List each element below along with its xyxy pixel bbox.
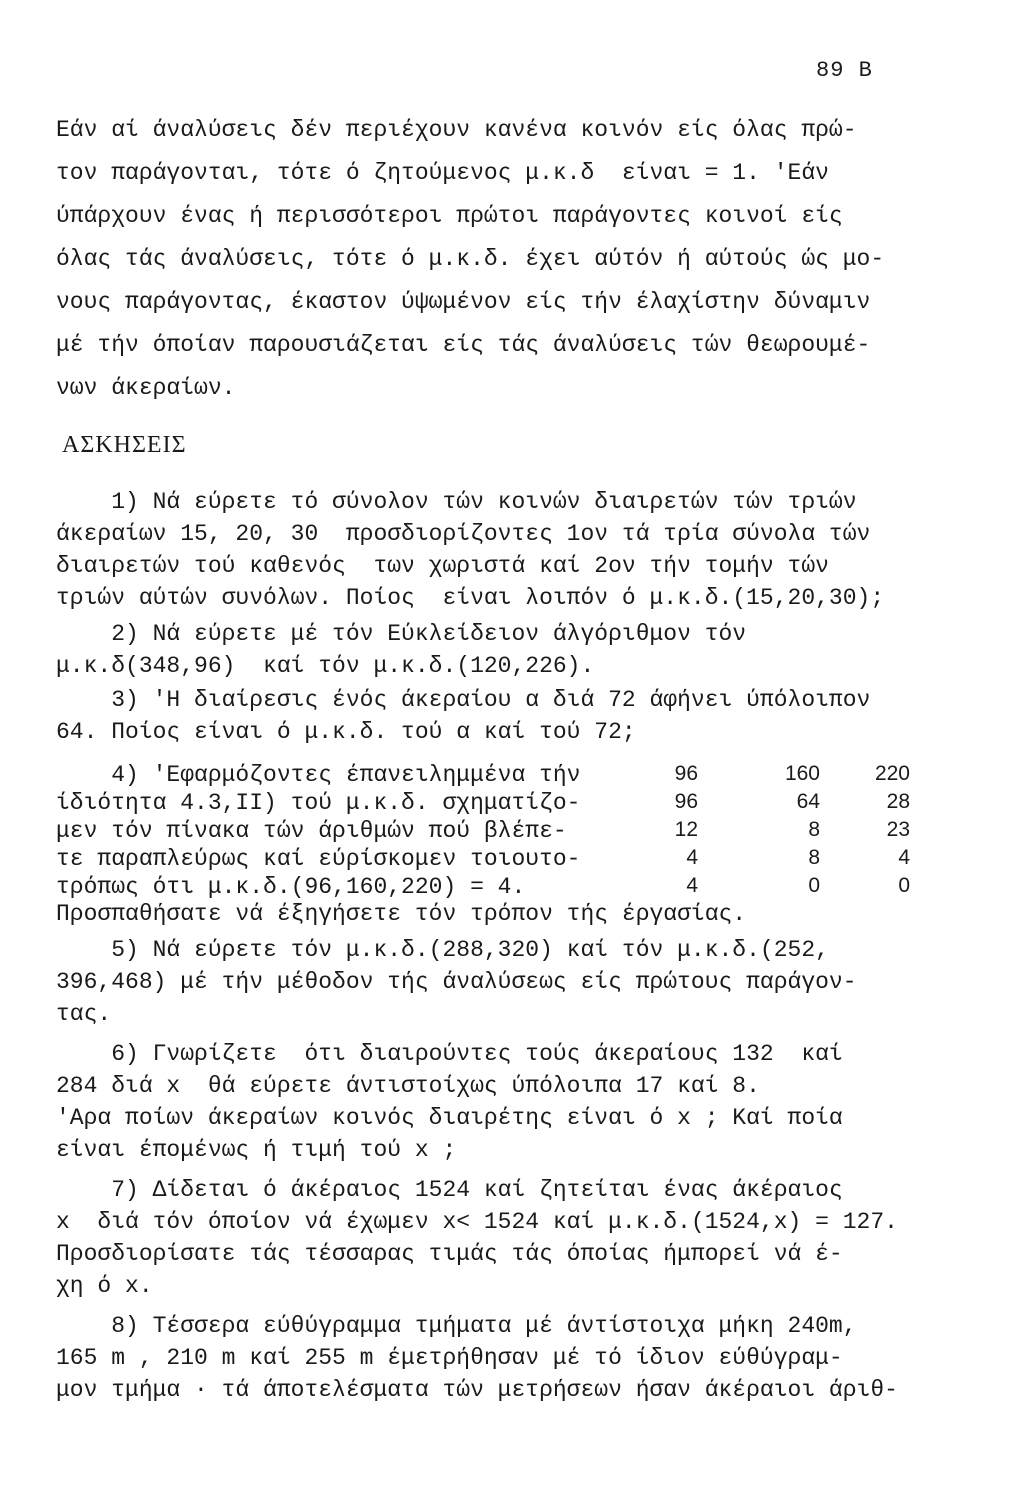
section-heading: ΑΣΚΗΣΕΙΣ bbox=[62, 432, 187, 458]
table-row bbox=[56, 818, 916, 842]
table-row bbox=[56, 846, 916, 870]
page-number: 89 B bbox=[816, 58, 873, 83]
table-cell: 4 bbox=[686, 874, 698, 897]
text-line: 6) Γνωρίζετε ότι διαιρούντες τούς άκεραίους 132 καί bbox=[56, 1041, 843, 1067]
table-cell: 220 bbox=[874, 762, 910, 785]
text-line: όλας τάς άναλύσεις, τότε ό μ.κ.δ. έχει αύτόν ή αύτούς ώς μο- bbox=[56, 246, 885, 272]
table-cell: 0 bbox=[898, 874, 910, 897]
text-line: μεν τόν πίνακα τών άριθμών πού βλέπε- bbox=[56, 818, 567, 844]
table-cell: 4 bbox=[686, 846, 698, 869]
text-line: Προσπαθήσατε νά έξηγήσετε τόν τρόπον τής έργασίας. bbox=[56, 901, 747, 927]
table-cell: 160 bbox=[784, 762, 820, 785]
text-line: διαιρετών τού καθενός των χωριστά καί 2ον τήν τομήν τών bbox=[56, 553, 829, 579]
exercise-6 bbox=[56, 1042, 916, 1170]
text-line: μέ τήν όποίαν παρουσιάζεται είς τάς άναλύσεις τών θεωρουμέ- bbox=[56, 332, 871, 358]
table-cell: 8 bbox=[808, 818, 820, 841]
text-line: χη ό x. bbox=[56, 1273, 153, 1299]
exercise-8 bbox=[56, 1314, 916, 1410]
exercise-4 bbox=[56, 762, 916, 926]
text-line: 5) Νά εύρετε τόν μ.κ.δ.(288,320) καί τόν μ.κ.δ.(252, bbox=[56, 937, 829, 963]
text-line: τας. bbox=[56, 1001, 112, 1027]
text-line: Προσδιορίσατε τάς τέσσαρας τιμάς τάς όποίας ήμπορεί νά έ- bbox=[56, 1241, 843, 1267]
text-line: μ.κ.δ(348,96) καί τόν μ.κ.δ.(120,226). bbox=[56, 653, 595, 679]
intro-paragraph bbox=[56, 118, 916, 419]
text-line: 2) Νά εύρετε μέ τόν Εύκλείδειον άλγόριθμον τόν bbox=[56, 621, 747, 647]
exercise-3 bbox=[56, 688, 916, 752]
text-line: Εάν αί άναλύσεις δέν περιέχουν κανένα κοινόν είς όλας πρώ- bbox=[56, 117, 857, 143]
table-cell: 96 bbox=[674, 790, 698, 813]
table-cell: 0 bbox=[808, 874, 820, 897]
text-line: 396,468) μέ τήν μέθοδον τής άναλύσεως είς πρώτους παράγον- bbox=[56, 969, 857, 995]
table-row bbox=[56, 762, 916, 786]
text-line: τε παραπλεύρως καί εύρίσκομεν τοιουτο- bbox=[56, 846, 581, 872]
exercise-1 bbox=[56, 490, 916, 618]
text-line: 3) 'Η διαίρεσις ένός άκεραίου α διά 72 άφήνει ύπόλοιπον bbox=[56, 687, 871, 713]
table-cell: 23 bbox=[886, 818, 910, 841]
exercise-7 bbox=[56, 1178, 916, 1306]
exercise-2 bbox=[56, 622, 916, 686]
text-line: 1) Νά εύρετε τό σύνολον τών κοινών διαιρετών τών τριών bbox=[56, 489, 857, 515]
text-line: 7) Δίδεται ό άκέραιος 1524 καί ζητείται ένας άκέραιος bbox=[56, 1177, 843, 1203]
table-cell: 8 bbox=[808, 846, 820, 869]
text-line: τον παράγονται, τότε ό ζητούμενος μ.κ.δ είναι = 1. 'Εάν bbox=[56, 160, 829, 186]
text-line: νους παράγοντας, έκαστον ύψωμένον είς τήν έλαχίστην δύναμιν bbox=[56, 289, 871, 315]
text-line: άκεραίων 15, 20, 30 προσδιορίζοντες 1ον τά τρία σύνολα τών bbox=[56, 521, 871, 547]
table-cell: 4 bbox=[898, 846, 910, 869]
text-line: 64. Ποίος είναι ό μ.κ.δ. τού α καί τού 72; bbox=[56, 719, 636, 745]
table-row bbox=[56, 790, 916, 814]
text-line: 284 διά x θά εύρετε άντιστοίχως ύπόλοιπα 17 καί 8. bbox=[56, 1073, 760, 1099]
text-line: τρόπως ότι μ.κ.δ.(96,160,220) = 4. bbox=[56, 874, 526, 900]
text-line: ίδιότητα 4.3,ΙΙ) τού μ.κ.δ. σχηματίζο- bbox=[56, 790, 581, 816]
table-cell: 28 bbox=[886, 790, 910, 813]
text-line: μον τμήμα · τά άποτελέσματα τών μετρήσεων ήσαν άκέραιοι άριθ- bbox=[56, 1377, 898, 1403]
table-cell: 64 bbox=[796, 790, 820, 813]
text-line: ύπάρχουν ένας ή περισσότεροι πρώτοι παράγοντες κοινοί είς bbox=[56, 203, 843, 229]
text-line: τριών αύτών συνόλων. Ποίος είναι λοιπόν ό μ.κ.δ.(15,20,30); bbox=[56, 585, 885, 611]
table-cell: 12 bbox=[674, 818, 698, 841]
text-line: νων άκεραίων. bbox=[56, 375, 236, 401]
table-row bbox=[56, 874, 916, 898]
text-line: είναι έπομένως ή τιμή τού x ; bbox=[56, 1137, 457, 1163]
text-line: x διά τόν όποίον νά έχωμεν x< 1524 καί μ.κ.δ.(1524,x) = 127. bbox=[56, 1209, 898, 1235]
text-line: 'Αρα ποίων άκεραίων κοινός διαιρέτης είναι ό x ; Καί ποία bbox=[56, 1105, 843, 1131]
table-cell: 96 bbox=[674, 762, 698, 785]
exercise-5 bbox=[56, 938, 916, 1034]
text-line: 8) Τέσσερα εύθύγραμμα τμήματα μέ άντίστοιχα μήκη 240m, bbox=[56, 1313, 857, 1339]
text-line: 165 m , 210 m καί 255 m έμετρήθησαν μέ τό ίδιον εύθύγραμ- bbox=[56, 1345, 843, 1371]
text-line: 4) 'Εφαρμόζοντες έπανειλημμένα τήν bbox=[56, 762, 581, 788]
